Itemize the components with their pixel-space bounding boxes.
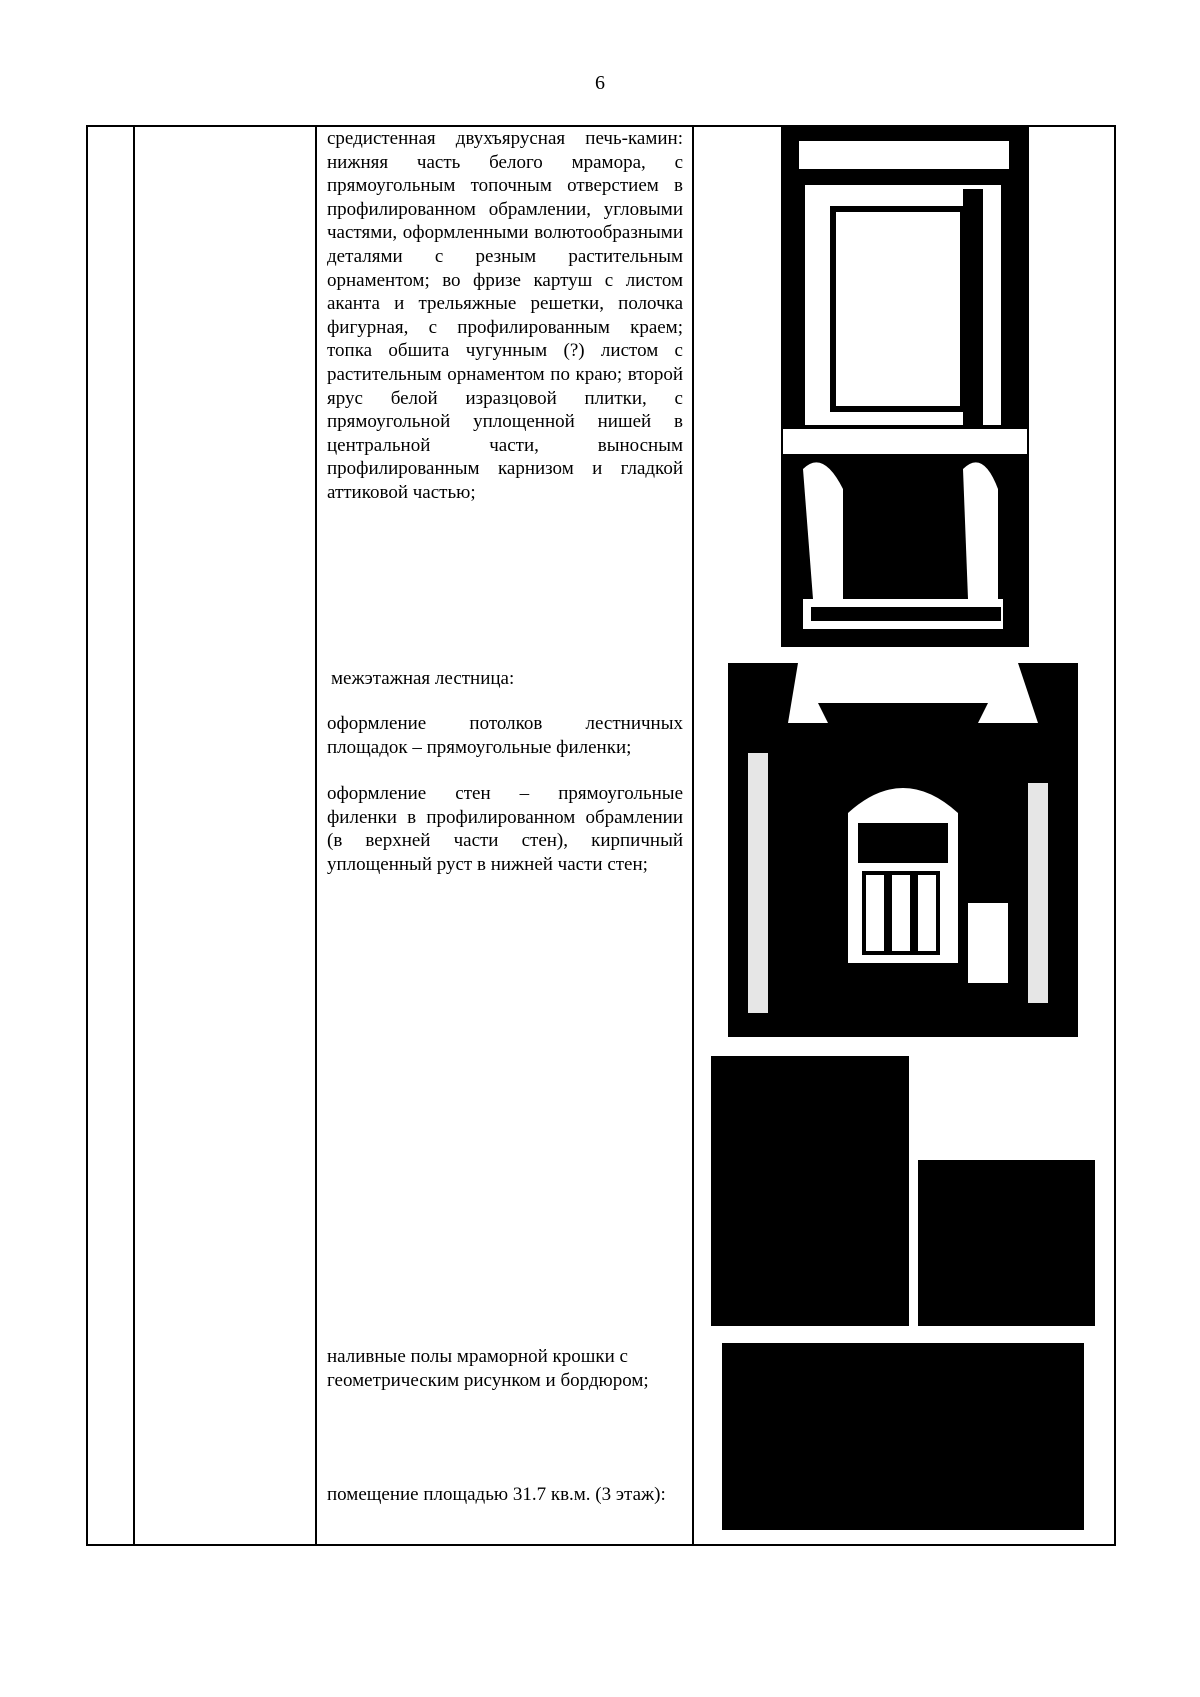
walls-description: оформление стен – прямоугольные филенки в профилированном обрамлении (в верхней части стен), кирпичный уплощенный руст в нижней части стен;: [327, 783, 683, 875]
fireplace-photo-image: [783, 129, 1027, 645]
floor-photo: [722, 1343, 1084, 1530]
fireplace-photo: [781, 127, 1029, 647]
staircase-photo: [728, 663, 1078, 1037]
room-description: помещение площадью 31.7 кв.м. (3 этаж):: [327, 1484, 666, 1505]
staircase-heading: межэтажная лестница:: [331, 668, 515, 689]
detail-photo: [918, 1160, 1095, 1326]
wall-panel-photo: [711, 1056, 909, 1326]
ceiling-description: оформление потолков лестничных площадок – прямоугольные филенки;: [327, 713, 683, 758]
table-column-divider-1: [133, 125, 135, 1546]
page-number: 6: [595, 72, 605, 94]
staircase-photo-image: [728, 663, 1078, 1037]
fireplace-description: средистенная двухъярусная печь-камин: нижняя часть белого мрамора, с прямоугольным топочным отверстием в профилированном обрамлении, угловыми частями, оформленными волютообразными деталями с резным растительным орнаментом; во фризе картуш с листом аканта и трельяжные решетки, полочка фигурная, с профилированным краем; топка обшита чугунным (?) листом с растительным орнаментом по краю; второй ярус белой изразцовой плитки, с прямоугольной уплощенной нишей в центральной части, выносным профилированным карнизом и гладкой аттиковой частью;: [327, 128, 683, 503]
table-column-divider-2: [315, 125, 317, 1546]
table-column-divider-3: [692, 125, 694, 1546]
floors-description: наливные полы мраморной крошки с геометрическим рисунком и бордюром;: [327, 1346, 649, 1391]
